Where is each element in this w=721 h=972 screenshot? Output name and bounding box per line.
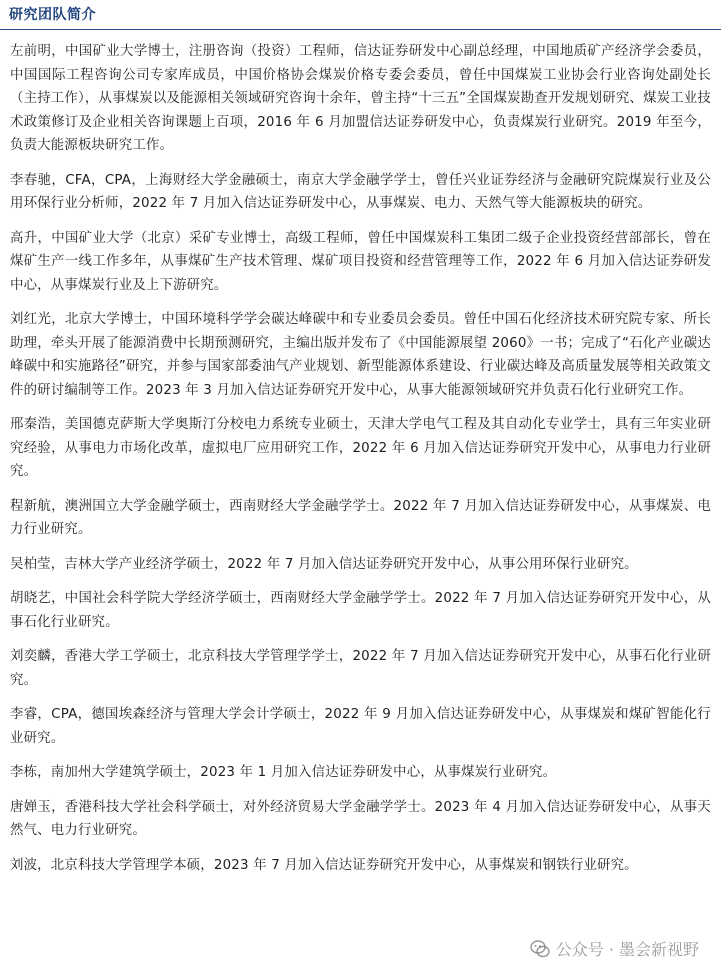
member-bio: 高升，中国矿业大学（北京）采矿专业博士，高级工程师，曾任中国煤炭科工集团二级子企业投资经营部部长，曾在煤矿生产一线工作多年，从事煤矿生产技术管理、煤矿项目投资和经营管理等工作，2022 年 6 月加入信达证券研发中心，从事煤炭行业及上下游研究。 <box>10 230 711 293</box>
member-bio: 左前明，中国矿业大学博士，注册咨询（投资）工程师，信达证券研发中心副总经理，中国地质矿产经济学会委员，中国国际工程咨询公司专家库成员，中国价格协会煤炭价格专委会委员，曾任中国煤炭工业协会行业咨询处副处长（主持工作），从事煤炭以及能源相关领域研究咨询十余年，曾主持“十三五”全国煤炭勘查开发规划研究、煤炭工业技术政策修订及企业相关咨询课题上百项，2016 年 6 月加盟信达证券研发中心，负责煤炭行业研究。2019 年至今，负责大能源板块研究工作。 <box>10 44 711 153</box>
wechat-icon <box>530 939 550 959</box>
member-bio: 唐婵玉，香港科技大学社会科学硕士，对外经济贸易大学金融学学士。2023 年 4 月加入信达证券研发中心，从事天然气、电力行业研究。 <box>10 799 711 838</box>
watermark <box>530 937 699 960</box>
member-bio: 刘红光，北京大学博士，中国环境科学学会碳达峰碳中和专业委员会委员。曾任中国石化经济技术研究院专家、所长助理，牵头开展了能源消费中长期预测研究，主编出版并发布了《中国能源展望 2060》一书；完成了“石化产业碳达峰碳中和实施路径”研究，并参与国家部委油气产业规划、新型能源体系建设、行业碳达峰及高质量发展等相关政策文件的研讨编制等工作。2023 年 3 月加入信达证券研究开发中心，从事大能源领域研究并负责石化行业研究工作。 <box>10 312 711 398</box>
member-bio: 程新航，澳洲国立大学金融学硕士，西南财经大学金融学学士。2022 年 7 月加入信达证券研发中心，从事煤炭、电力行业研究。 <box>10 498 711 537</box>
member-bio: 刘波，北京科技大学管理学本硕，2023 年 7 月加入信达证券研究开发中心，从事煤炭和钢铁行业研究。 <box>10 857 638 873</box>
member-bio: 邢秦浩，美国德克萨斯大学奥斯汀分校电力系统专业硕士，天津大学电气工程及其自动化专业学士，具有三年实业研究经验，从事电力市场化改革，虚拟电厂应用研究工作，2022 年 6 月加入信达证券研究开发中心，从事电力行业研究。 <box>10 417 711 479</box>
member-bio: 胡晓艺，中国社会科学院大学经济学硕士，西南财经大学金融学学士。2022 年 7 月加入信达证券研究开发中心，从事石化行业研究。 <box>10 591 711 630</box>
watermark-text: 公众号 · 墨会新视野 <box>555 940 699 959</box>
title-divider <box>0 29 721 30</box>
team-member-list <box>10 40 711 888</box>
section-title: 研究团队简介 <box>9 7 96 23</box>
member-bio: 李栋，南加州大学建筑学硕士，2023 年 1 月加入信达证券研发中心，从事煤炭行业研究。 <box>10 765 557 780</box>
member-bio: 吴柏莹，吉林大学产业经济学硕士，2022 年 7 月加入信达证券研究开发中心，从事公用环保行业研究。 <box>10 556 638 572</box>
member-bio: 李睿，CPA，德国埃森经济与管理大学会计学硕士，2022 年 9 月加入信达证券研发中心，从事煤炭和煤矿智能化行业研究。 <box>10 707 711 746</box>
member-bio: 李春驰，CFA，CPA，上海财经大学金融硕士，南京大学金融学学士，曾任兴业证券经济与金融研究院煤炭行业及公用环保行业分析师，2022 年 7 月加入信达证券研发中心，从事煤炭、电力、天然气等大能源板块的研究。 <box>10 172 711 211</box>
section-header <box>0 0 721 31</box>
member-bio: 刘奕麟，香港大学工学硕士，北京科技大学管理学学士，2022 年 7 月加入信达证券研究开发中心，从事石化行业研究。 <box>10 649 711 688</box>
